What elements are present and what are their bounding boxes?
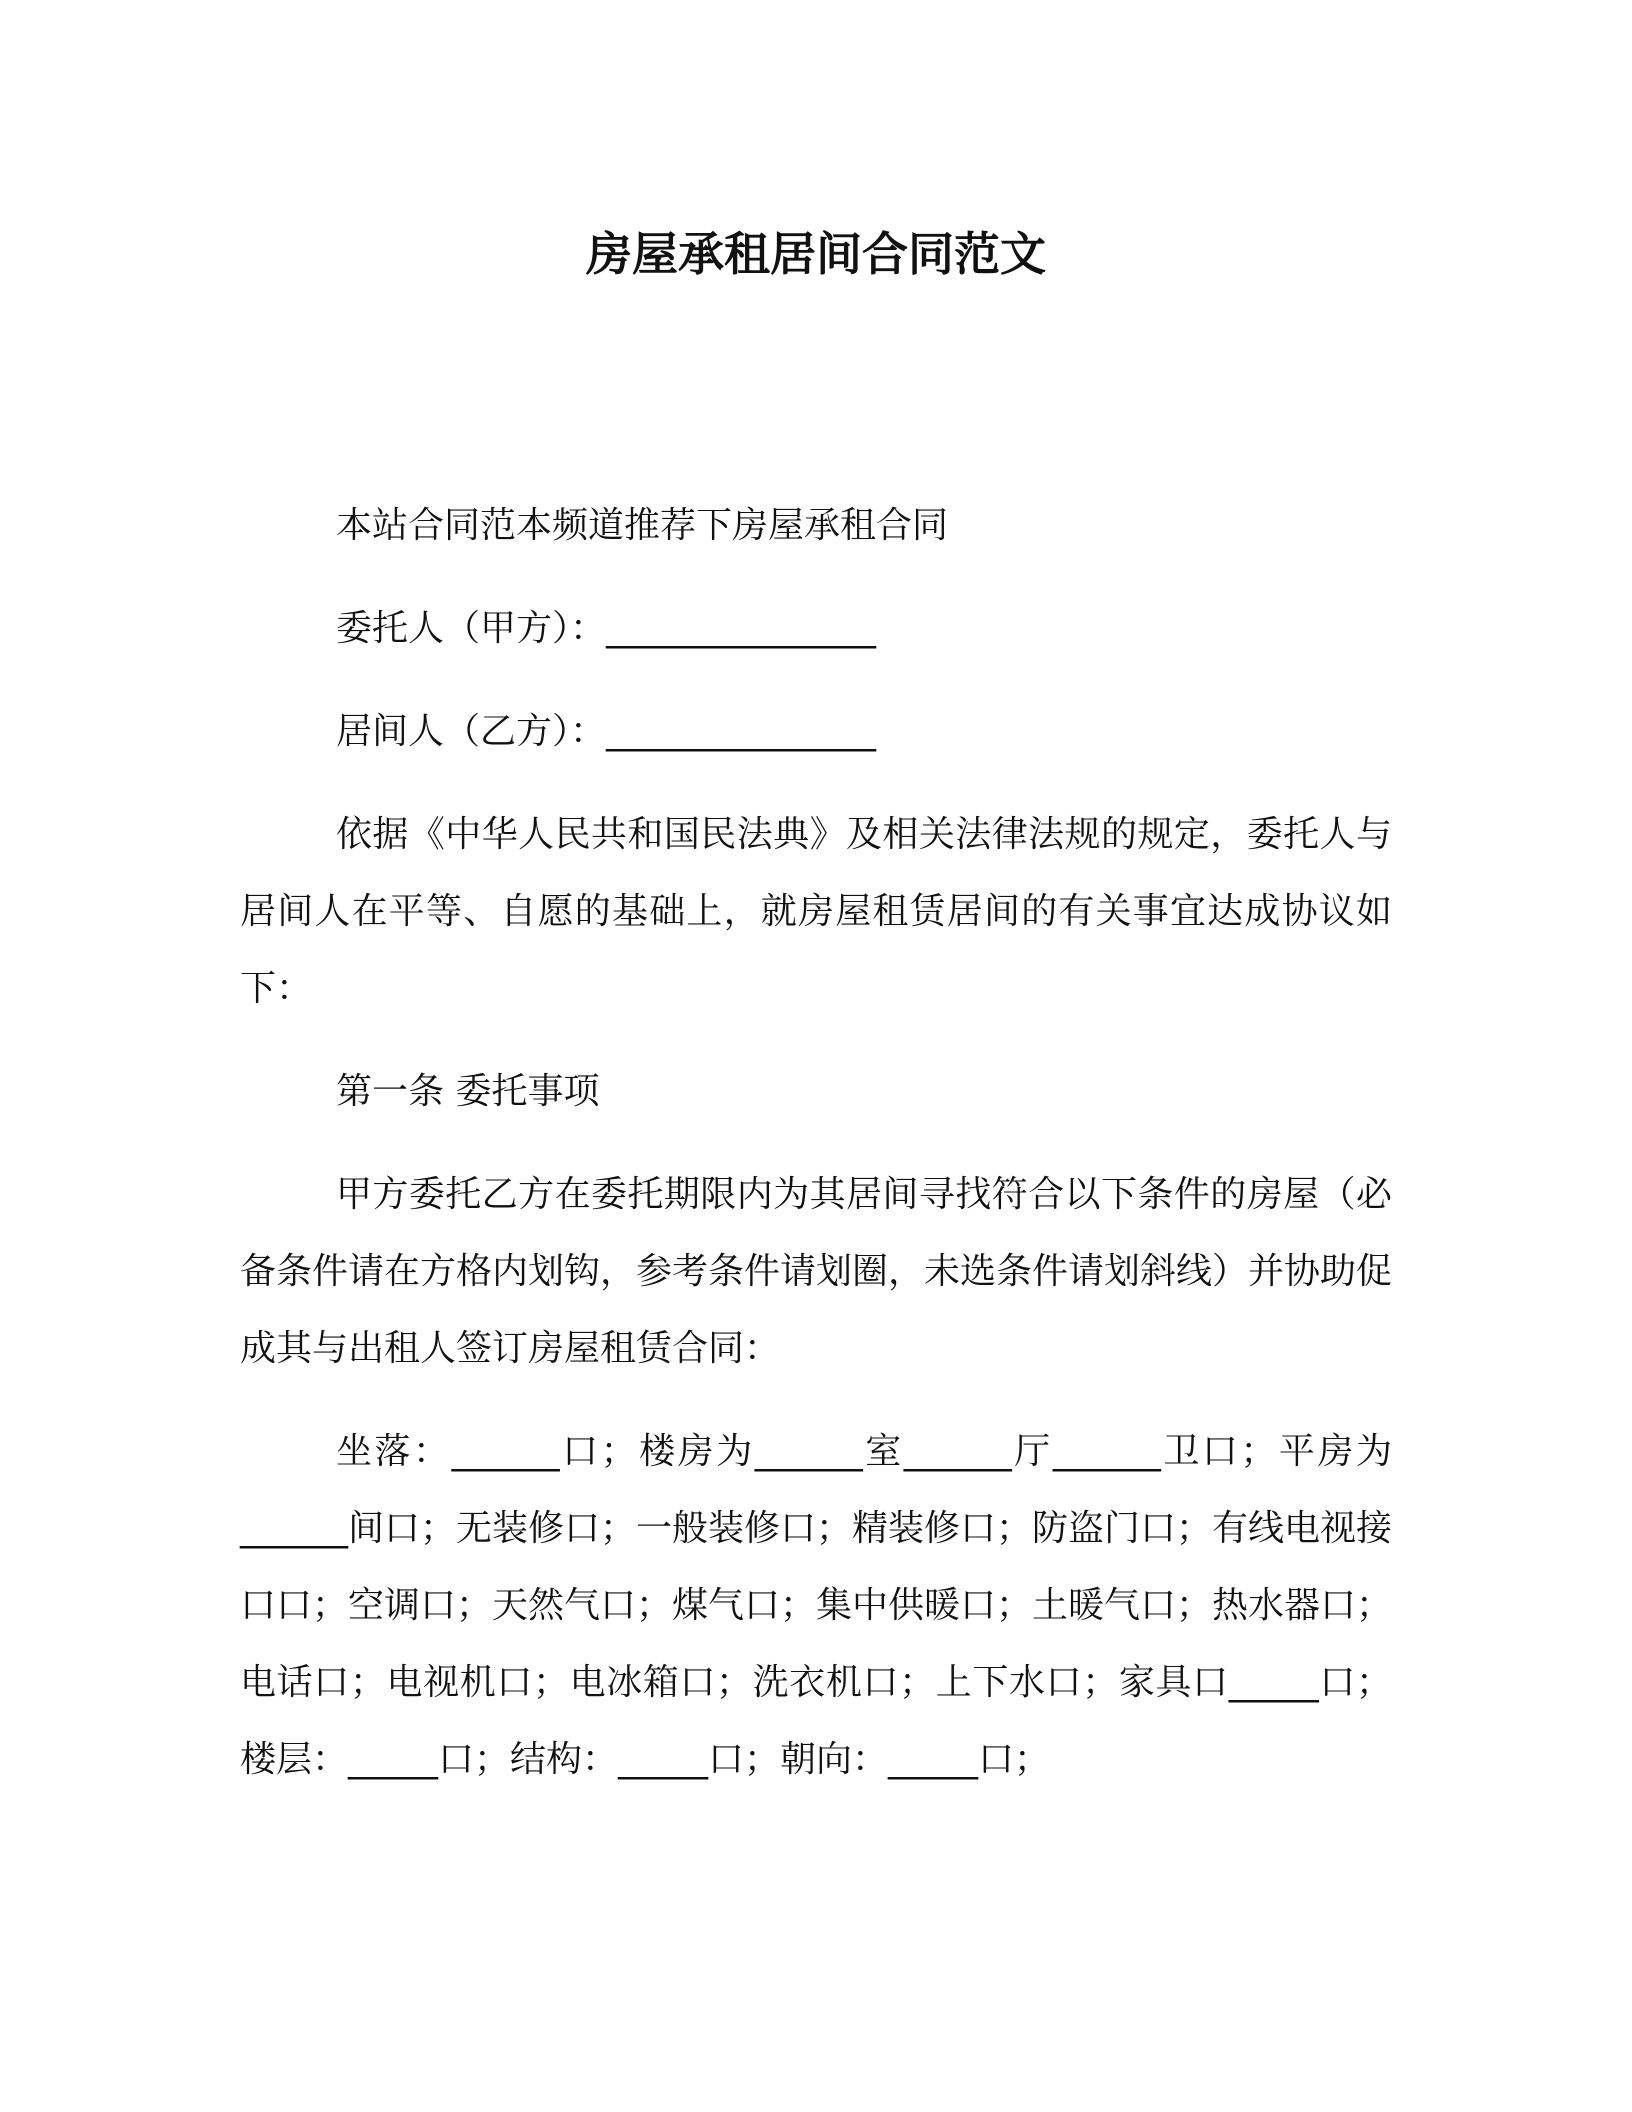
- intro-paragraph: 本站合同范本频道推荐下房屋承租合同: [336, 505, 949, 546]
- article-heading: 第一条 委托事项: [336, 1071, 600, 1112]
- house-conditions-paragraph: 坐落：______口；楼房为______室______厅______卫口；平房为______间口；无装修口；一般装修口；精装修口；防盗门口；有线电视接口口；空调口；天然气口；煤气口；集中供暖口；土暖气口；热水器口；电话口；电视机口；电冰箱口；洗衣机口；上下水口；家具口_____口；楼层：_____口；结构：_____口；朝向：_____口；: [240, 1431, 1393, 1780]
- document-title: 房屋承租居间合同范文: [586, 227, 1046, 281]
- intermediary-party-line: 居间人（乙方）：_______________: [336, 711, 877, 752]
- legal-basis-paragraph: 依据《中华人民共和国民法典》及相关法律法规的规定，委托人与居间人在平等、自愿的基础上，就房屋租赁居间的有关事宜达成协议如下：: [240, 814, 1392, 1009]
- client-party-line: 委托人（甲方）：_______________: [336, 608, 877, 649]
- commission-paragraph: 甲方委托乙方在委托期限内为其居间寻找符合以下条件的房屋（必备条件请在方格内划钩，参考条件请划圈，未选条件请划斜线）并协助促成其与出租人签订房屋租赁合同：: [240, 1174, 1393, 1369]
- document-body: [240, 487, 1392, 1824]
